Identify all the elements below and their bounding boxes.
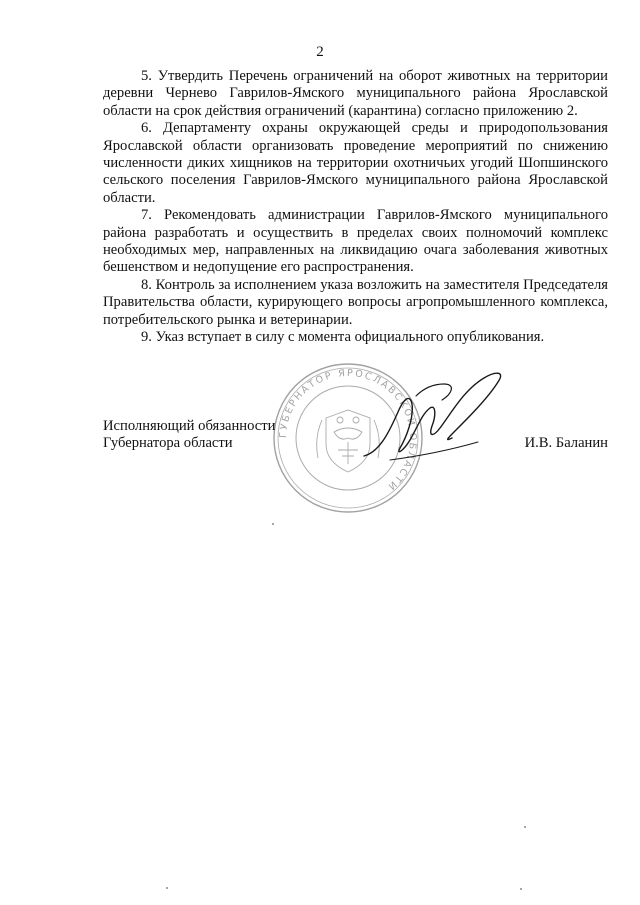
page-number: 2 [316,44,324,60]
handwritten-signature [360,360,510,470]
document-body [103,68,608,347]
scan-speck [272,523,274,525]
scan-speck [520,888,522,890]
signatory-title-line-2: Губернатора области [103,435,233,452]
seal-legend: ГУБЕРНАТОР ЯРОСЛАВСКОЙ ОБЛАСТИ [277,367,419,493]
paragraph-7: 7. Рекомендовать администрации Гаврилов-Ямского муниципального района разработать и осуществить в пределах своих полномочий комплекс необходимых мер, направленных на ликвидацию очага заболевания животных бешенством и недопущение его распространения. [103,207,608,276]
paragraph-5: 5. Утвердить Перечень ограничений на оборот животных на территории деревни Чернево Гаврилов-Ямского муниципального района Ярославской области на срок действия ограничений (карантина) согласно приложению 2. [103,68,608,119]
signature-block [103,418,608,453]
paragraph-9: 9. Указ вступает в силу с момента официального опубликования. [141,329,545,346]
scan-speck [166,887,168,889]
paragraph-6: 6. Департаменту охраны окружающей среды и природопользования Ярославской области организовать проведение мероприятий по снижению численности диких хищников на территории охотничьих угодий Шопшинского сельского поселения Гаврилов-Ямского муниципального района Ярославской области. [103,120,608,206]
signatory-title-line-1: Исполняющий обязанности [103,418,276,434]
paragraph-8: 8. Контроль за исполнением указа возложить на заместителя Председателя Правительства области, курирующего вопросы агропромышленного комплекса, потребительского рынка и ветеринарии. [103,276,608,328]
signatory-name: И.В. Баланин [524,435,608,452]
scan-speck [524,826,526,828]
